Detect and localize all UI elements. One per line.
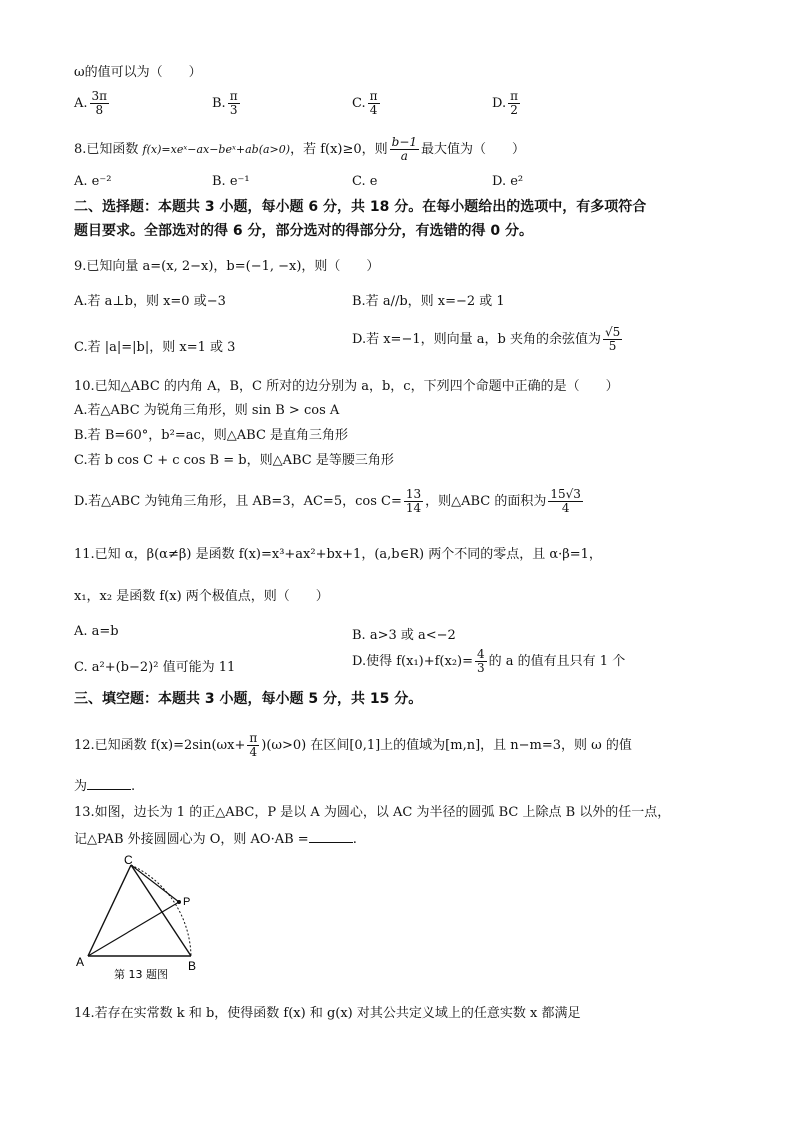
q9-option-d bbox=[352, 326, 624, 353]
q8-stem-post: 最大值为（ ） bbox=[421, 142, 526, 157]
point-p bbox=[177, 900, 181, 904]
q12-fraction bbox=[247, 732, 259, 759]
q11-option-d-post: 的 a 的值有且只有 1 个 bbox=[488, 654, 626, 669]
q7-option-b-num: π bbox=[229, 89, 238, 103]
q11-option-d-num: 4 bbox=[477, 647, 485, 661]
q12-fraction-num: π bbox=[249, 731, 258, 745]
q10-option-d-num1: 13 bbox=[405, 487, 422, 501]
q10-option-d-text: D.若△ABC 为钝角三角形，且 AB=3，AC=5，cos C= bbox=[74, 494, 402, 509]
segment-ap bbox=[88, 902, 179, 956]
q12-stem-pre: 12.已知函数 f(x)=2sin(ωx+ bbox=[74, 738, 246, 753]
q13-stem-line1: 13.如图，边长为 1 的正△ABC，P 是以 A 为圆心，以 AC 为半径的圆弧 BC 上除点 B 以外的任一点， bbox=[74, 805, 671, 820]
section-2-heading-line2: 题目要求。全部选对的得 6 分，部分选对的得部分分，有选错的得 0 分。 bbox=[74, 223, 533, 239]
q9-option-d-num: √5 bbox=[604, 325, 621, 339]
q11-option-d bbox=[352, 648, 625, 675]
q11-option-c: C. a²+(b−2)² 值可能为 11 bbox=[74, 660, 236, 675]
q7-option-d-num: π bbox=[510, 89, 518, 103]
q8-option-c: C. e bbox=[352, 174, 378, 189]
q7-option-c-label: C. bbox=[352, 96, 366, 111]
q9-option-b: B.若 a//b，则 x=−2 或 1 bbox=[352, 294, 505, 309]
q7-option-a-num: 3π bbox=[91, 89, 108, 103]
segment-cp bbox=[131, 865, 179, 902]
q12-stem-post: )(ω>0) 在区间[0,1]上的值域为[m,n]，且 n−m=3，则 ω 的值 bbox=[261, 738, 632, 753]
q8-fraction-num: b−1 bbox=[391, 135, 418, 149]
q8-option-b: B. e⁻¹ bbox=[212, 174, 250, 189]
q12-answer-line bbox=[74, 777, 135, 796]
q10-option-d-den2: 4 bbox=[561, 501, 570, 515]
q9-option-d-text: D.若 x=−1，则向量 a，b 夹角的余弦值为 bbox=[352, 332, 601, 347]
q7-option-d-label: D. bbox=[492, 96, 507, 111]
q9-option-c: C.若 |a|=|b|，则 x=1 或 3 bbox=[74, 340, 236, 355]
q7-option-b-den: 3 bbox=[229, 103, 238, 117]
q8-fraction bbox=[390, 136, 419, 163]
q8-stem bbox=[74, 136, 525, 163]
side-ac bbox=[88, 865, 131, 956]
q7-stem-tail: ω的值可以为（ ） bbox=[74, 65, 202, 80]
label-a: A bbox=[76, 955, 85, 969]
q7-option-c-fraction bbox=[368, 90, 380, 117]
q7-option-a bbox=[74, 90, 111, 117]
q11-stem-line2: x₁，x₂ 是函数 f(x) 两个极值点，则（ ） bbox=[74, 589, 329, 604]
q11-option-b: B. a>3 或 a<−2 bbox=[352, 628, 456, 643]
q8-option-a: A. e⁻² bbox=[74, 174, 112, 189]
q13-stem-line2-post: . bbox=[352, 832, 357, 847]
q9-option-d-fraction bbox=[603, 326, 622, 353]
q9-option-d-den: 5 bbox=[608, 339, 617, 353]
q13-stem-line2-text: 记△PAB 外接圆圆心为 O，则 AO·AB = bbox=[74, 832, 309, 847]
section-2-heading-line1: 二、选择题：本题共 3 小题，每小题 6 分，共 18 分。在每小题给出的选项中，有多项符合 bbox=[74, 199, 647, 215]
q11-option-d-text: D.使得 f(x₁)+f(x₂)= bbox=[352, 654, 474, 669]
q7-option-d-fraction bbox=[508, 90, 520, 117]
q11-option-a: A. a=b bbox=[74, 624, 119, 639]
label-p: P bbox=[183, 896, 191, 908]
q8-function: f(x)=xeˣ−ax−beˣ+ab(a>0) bbox=[142, 143, 291, 156]
q7-option-d-den: 2 bbox=[510, 103, 518, 117]
q10-option-d-mid: ，则△ABC 的面积为 bbox=[425, 494, 547, 509]
q9-stem: 9.已知向量 a=(x, 2−x)，b=(−1, −x)，则（ ） bbox=[74, 259, 380, 274]
q10-option-b: B.若 B=60°，b²=ac，则△ABC 是直角三角形 bbox=[74, 428, 349, 443]
q7-option-c-num: π bbox=[369, 89, 378, 103]
q8-option-d: D. e² bbox=[492, 174, 524, 189]
q11-option-d-den: 3 bbox=[477, 661, 485, 675]
label-c: C bbox=[124, 853, 133, 867]
q7-option-b-fraction bbox=[228, 90, 240, 117]
q13-figure bbox=[76, 853, 216, 983]
q7-option-b-label: B. bbox=[212, 96, 226, 111]
q7-option-a-fraction bbox=[90, 90, 110, 117]
q8-stem-pre: 8.已知函数 bbox=[74, 142, 139, 157]
q13-stem-line2 bbox=[74, 830, 357, 849]
q13-answer-blank[interactable] bbox=[309, 830, 353, 843]
q12-answer-pre: 为 bbox=[74, 779, 88, 794]
section-3-heading: 三、填空题：本题共 3 小题，每小题 5 分，共 15 分。 bbox=[74, 691, 423, 707]
q7-option-c-den: 4 bbox=[369, 103, 378, 117]
label-b: B bbox=[188, 959, 197, 973]
side-bc bbox=[131, 865, 191, 956]
q12-answer-blank[interactable] bbox=[87, 777, 131, 790]
q7-option-a-label: A. bbox=[74, 96, 88, 111]
q7-option-b bbox=[212, 90, 242, 117]
q8-condition: ，若 f(x)≥0，则 bbox=[290, 142, 388, 157]
q12-answer-post: . bbox=[131, 779, 136, 794]
q10-stem: 10.已知△ABC 的内角 A，B，C 所对的边分别为 a，b，c，下列四个命题中正确的是（ ） bbox=[74, 379, 619, 394]
q7-option-d bbox=[492, 90, 522, 117]
figure-caption: 第 13 题图 bbox=[114, 968, 168, 981]
q9-option-a: A.若 a⊥b，则 x=0 或−3 bbox=[74, 294, 226, 309]
q12-stem bbox=[74, 732, 632, 759]
q11-option-d-fraction bbox=[475, 648, 487, 675]
q14-stem-line1: 14.若存在实常数 k 和 b，使得函数 f(x) 和 g(x) 对其公共定义域上的任意实数 x 都满足 bbox=[74, 1006, 581, 1021]
q10-option-d-fraction-2 bbox=[548, 488, 583, 515]
q7-option-c bbox=[352, 90, 382, 117]
q10-option-d-num2: 15√3 bbox=[550, 487, 581, 501]
q7-option-a-den: 8 bbox=[95, 103, 104, 117]
q8-fraction-den: a bbox=[400, 149, 408, 163]
q10-option-d-den1: 14 bbox=[405, 501, 422, 515]
q10-option-a: A.若△ABC 为锐角三角形，则 sin B > cos A bbox=[74, 403, 340, 418]
q10-option-d bbox=[74, 488, 585, 515]
q10-option-c: C.若 b cos C + c cos B = b，则△ABC 是等腰三角形 bbox=[74, 453, 394, 468]
q10-option-d-fraction-1 bbox=[404, 488, 423, 515]
q12-fraction-den: 4 bbox=[249, 745, 258, 759]
q11-stem-line1: 11.已知 α，β(α≠β) 是函数 f(x)=x³+ax²+bx+1，(a,b∈R) 两个不同的零点，且 α·β=1， bbox=[74, 547, 602, 562]
